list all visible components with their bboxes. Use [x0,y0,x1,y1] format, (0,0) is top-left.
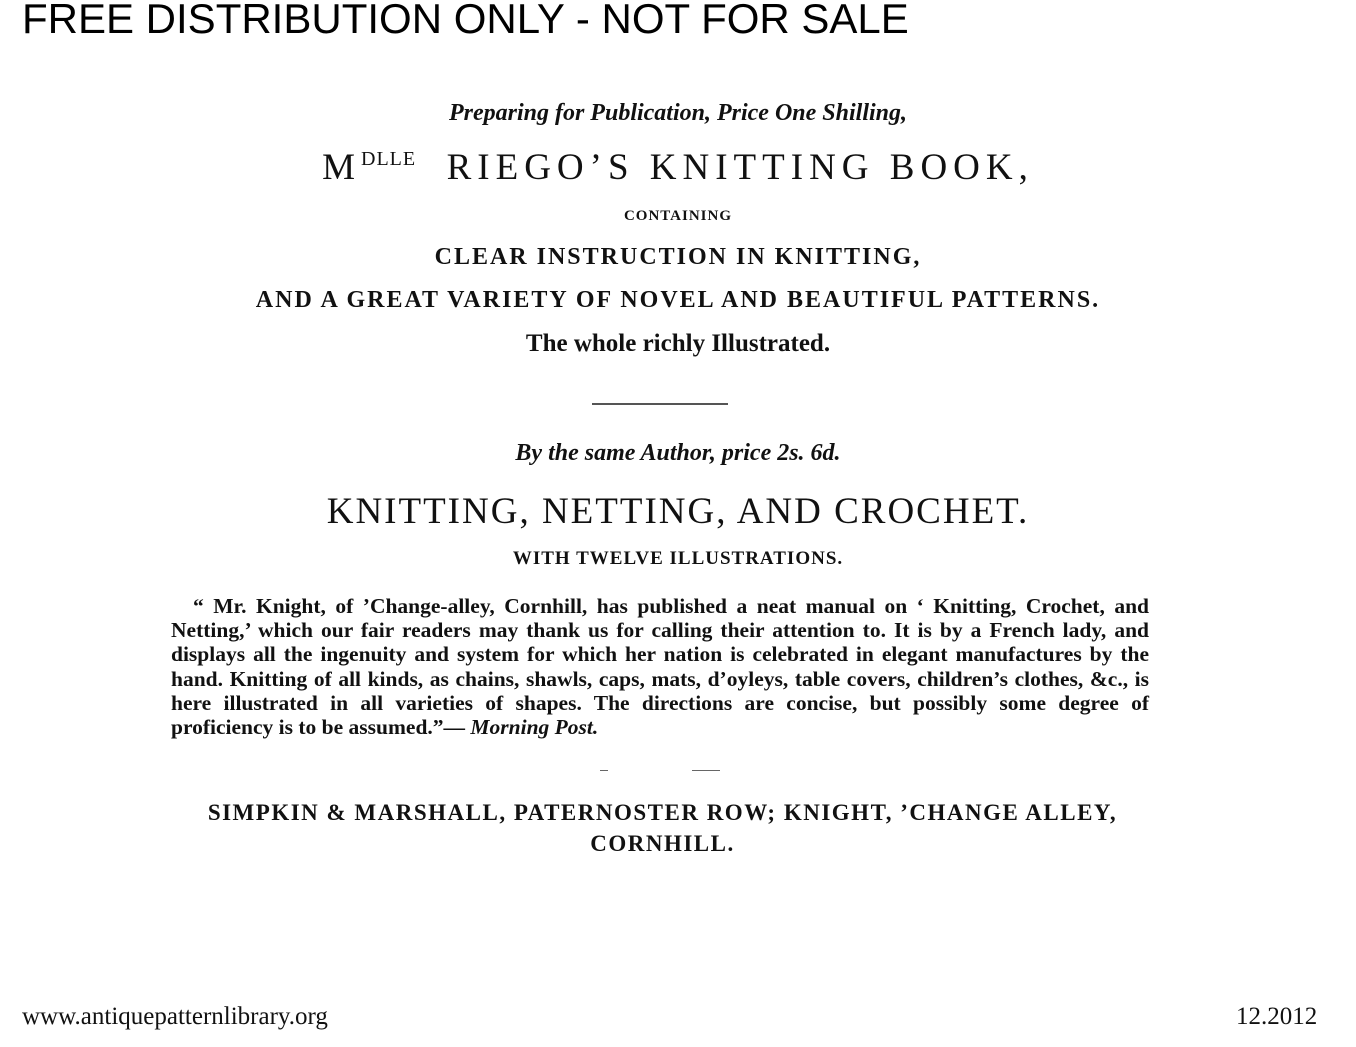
clear-instruction-line: CLEAR INSTRUCTION IN KNITTING, [434,244,922,270]
containing-label: CONTAINING [623,208,733,224]
title-superscript: DLLE [361,148,417,170]
quote-source: Morning Post. [470,715,599,740]
section-divider [592,403,728,405]
illustrated-line: The whole richly Illustrated. [525,330,831,357]
publication-notice: Preparing for Publication, Price One Shilling, [448,100,908,126]
footer-date: 12.2012 [1236,1003,1318,1030]
distribution-banner: FREE DISTRIBUTION ONLY - NOT FOR SALE [22,0,909,42]
by-same-author: By the same Author, price 2s. 6d. [515,440,841,466]
variety-line: AND A GREAT VARIETY OF NOVEL AND BEAUTIFUL PATTERNS. [255,287,1101,313]
publisher-imprint [0,797,1325,859]
publisher-line-1: SIMPKIN & MARSHALL, PATERNOSTER ROW; KNIGHT, ’CHANGE ALLEY, [207,800,1118,825]
decorative-dashes [600,768,725,772]
illustrations-note: WITH TWELVE ILLUSTRATIONS. [512,548,844,569]
title-rest: RIEGO’S KNITTING BOOK, [446,147,1034,188]
title-prefix: M [322,147,362,188]
review-quote [171,594,1149,739]
publisher-line-2: CORNHILL. [590,831,735,856]
quote-text: “ Mr. Knight, of ’Change-alley, Cornhill, has published a neat manual on ‘ Knitting, Crochet, and Netting,’ which our fair readers may thank us for calling their attention to. It is by a French lady, and displays all the ingenuity and system for which her nation is celebrated in elegant manufactures by the hand. Knitting of all kinds, as chains, shawls, caps, mats, d’oyleys, table covers, children’s clothes, &c., is here illustrated in all varieties of shapes. The directions are concise, but possibly some degree of proficiency is to be assumed.”— [171,594,1149,740]
book-title-riego [0,146,1356,189]
book-title-knitting-netting-crochet: KNITTING, NETTING, AND CROCHET. [326,491,1030,532]
website-url: www.antiquepatternlibrary.org [22,1003,328,1030]
